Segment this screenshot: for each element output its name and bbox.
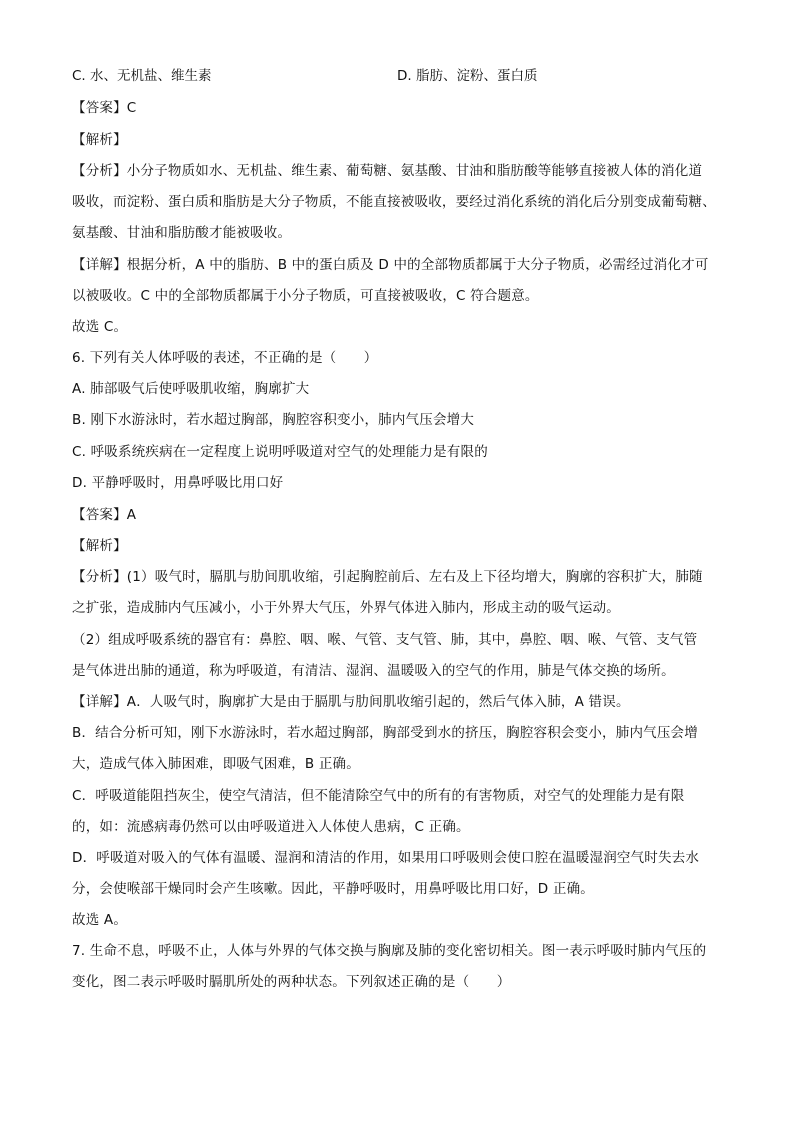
q6-xiangjie-line-6: D．呼吸道对吸入的气体有温暖、湿润和清洁的作用，如果用口呼吸则会使口腔在温暖湿润空气时失去水 <box>72 850 700 866</box>
q6-xiangjie-line-5: 的，如：流感病毒仍然可以由呼吸道进入人体使人患病，C 正确。 <box>72 819 470 835</box>
q6-option-a: A. 肺部吸气后使呼吸肌收缩，胸廓扩大 <box>72 381 310 397</box>
q6-option-b: B. 刚下水游泳时，若水超过胸部，胸腔容积变小，肺内气压会增大 <box>72 412 475 428</box>
prev-fenxi-line-2: 吸收，而淀粉、蛋白质和脂肪是大分子物质，不能直接被吸收，要经过消化系统的消化后分别变成葡萄糖、 <box>72 194 716 210</box>
q6-jiexi-label: 【解析】 <box>72 538 127 554</box>
prev-xiangjie-line-2: 以被吸收。C 中的全部物质都属于小分子物质，可直接被吸收，C 符合题意。 <box>72 288 539 304</box>
q6-xiangjie-line-4: C．呼吸道能阻挡灰尘，使空气清洁，但不能清除空气中的所有的有害物质，对空气的处理能力是有限 <box>72 788 685 804</box>
q7-stem-line-2: 变化，图二表示呼吸时膈肌所处的两种状态。下列叙述正确的是（ ） <box>72 974 511 990</box>
q6-stem: 6. 下列有关人体呼吸的表述，不正确的是（ ） <box>72 350 378 366</box>
prev-fenxi-line-1: 【分析】小分子物质如水、无机盐、维生素、葡萄糖、氨基酸、甘油和脂肪酸等能够直接被人体的消化道 <box>72 163 703 179</box>
q6-option-c: C. 呼吸系统疾病在一定程度上说明呼吸道对空气的处理能力是有限的 <box>72 444 488 460</box>
prev-fenxi-line-3: 氨基酸、甘油和脂肪酸才能被吸收。 <box>72 225 292 241</box>
q6-xiangjie-line-2: B．结合分析可知，刚下水游泳时，若水超过胸部，胸部受到水的挤压，胸腔容积会变小，肺内气压会增 <box>72 725 698 741</box>
q6-xiangjie-line-1: 【详解】A．人吸气时，胸廓扩大是由于膈肌与肋间肌收缩引起的，然后气体入肺，A 错误。 <box>72 694 630 710</box>
q6-answer: 【答案】A <box>72 507 137 523</box>
q6-fenxi-line-1: 【分析】(1）吸气时，膈肌与肋间肌收缩，引起胸腔前后、左右及上下径均增大，胸廓的容积扩大，肺随 <box>72 569 703 585</box>
q6-fenxi-line-4: 是气体进出肺的通道，称为呼吸道，有清洁、湿润、温暖吸入的空气的作用，肺是气体交换的场所。 <box>72 663 675 679</box>
q7-stem-line-1: 7. 生命不息，呼吸不止，人体与外界的气体交换与胸廓及肺的变化密切相关。图一表示呼吸时肺内气压的 <box>72 943 707 959</box>
prev-conclusion: 故选 C。 <box>72 319 128 335</box>
prev-option-d: D. 脂肪、淀粉、蛋白质 <box>397 68 538 84</box>
prev-jiexi-label: 【解析】 <box>72 132 127 148</box>
prev-answer: 【答案】C <box>72 100 137 116</box>
q6-xiangjie-line-3: 大，造成气体入肺困难，即吸气困难，B 正确。 <box>72 756 360 772</box>
q6-fenxi-line-2: 之扩张，造成肺内气压减小，小于外界大气压，外界气体进入肺内，形成主动的吸气运动。 <box>72 600 620 616</box>
q6-xiangjie-line-7: 分，会使喉部干燥同时会产生咳嗽。因此，平静呼吸时，用鼻呼吸比用口好，D 正确。 <box>72 881 594 897</box>
q6-option-d: D. 平静呼吸时，用鼻呼吸比用口好 <box>72 475 284 491</box>
prev-option-c: C. 水、无机盐、维生素 <box>72 68 212 84</box>
q6-fenxi-line-3: （2）组成呼吸系统的器官有：鼻腔、咽、喉、气管、支气管、肺，其中，鼻腔、咽、喉、气管、支气管 <box>72 632 698 648</box>
prev-xiangjie-line-1: 【详解】根据分析，A 中的脂肪、B 中的蛋白质及 D 中的全部物质都属于大分子物质，必需经过消化才可 <box>72 257 709 273</box>
q6-conclusion: 故选 A。 <box>72 912 128 928</box>
